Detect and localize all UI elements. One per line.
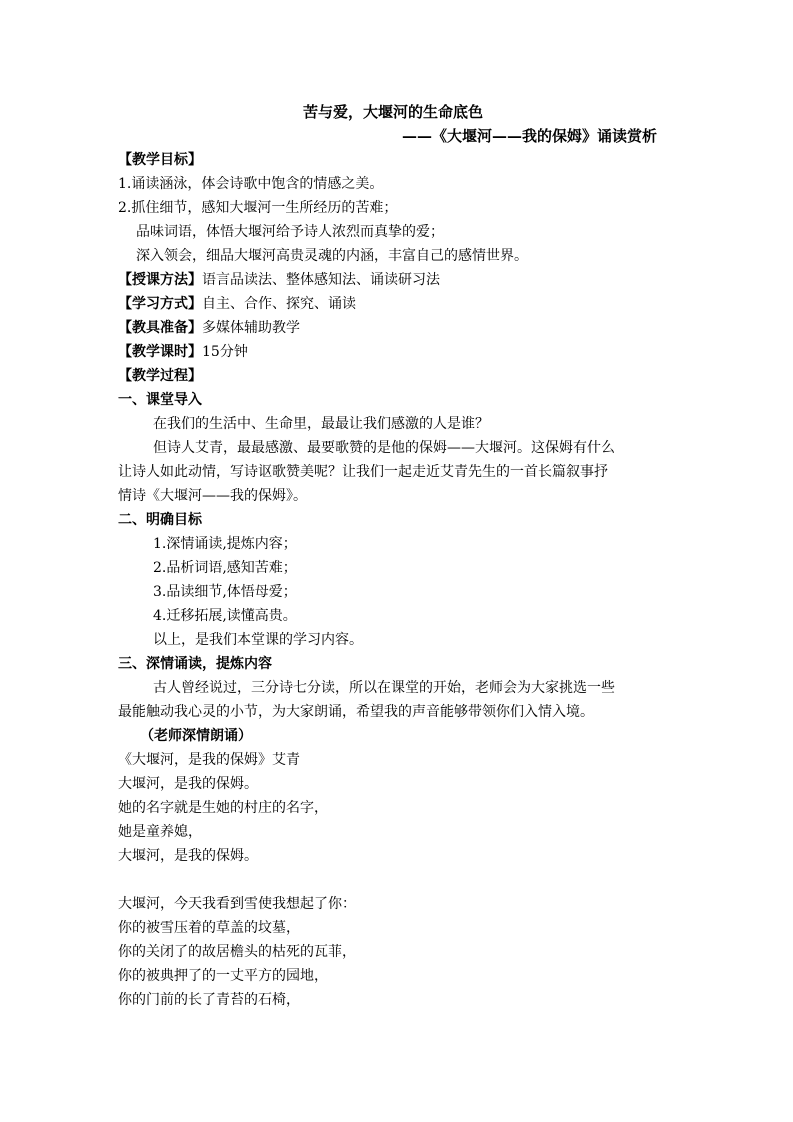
teaching-tools [118,318,300,338]
teaching-method [118,270,440,290]
poem-line: 她是童养媳， [118,824,202,840]
poem-line: 你的被典押了的一丈平方的园地， [118,968,328,984]
objective-2: 2.抓住细节，感知大堰河一生所经历的苦难； [118,200,398,216]
section-1-para-2a: 但诗人艾青，最最感激、最要歌赞的是他的保姆——大堰河。这保姆有什么 [153,440,615,456]
teaching-method-label: 【授课方法】 [118,272,202,288]
doc-title: 苦与爱，大堰河的生命底色 [303,103,484,121]
class-hours [118,342,248,362]
poem-line: 她的名字就是生她的村庄的名字， [118,800,328,816]
poem-title: 《大堰河，是我的保姆》艾青 [118,752,300,768]
teaching-method-value: 语言品读法、整体感知法、诵读研习法 [202,272,440,288]
study-mode [118,294,356,314]
class-hours-value: 15分钟 [202,344,248,360]
doc-subtitle: ——《大堰河——我的保姆》诵读赏析 [402,127,658,145]
study-mode-value: 自主、合作、探究、诵读 [202,296,356,312]
section-2-para: 以上，是我们本堂课的学习内容。 [153,632,363,648]
objectives-heading: 【教学目标】 [118,152,202,168]
section-2-item-4: 4.迁移拓展,读懂高贵。 [153,608,297,624]
poem-line: 你的被雪压着的草盖的坟墓， [118,920,300,936]
section-2-heading: 二、明确目标 [118,512,202,528]
section-1-para-1: 在我们的生活中、生命里，最最让我们感激的人是谁？ [153,416,489,432]
section-2-item-2: 2.品析词语,感知苦难； [153,560,297,576]
section-1-heading: 一、课堂导入 [118,392,202,408]
section-2-item-1: 1.深情诵读,提炼内容； [153,536,297,552]
poem-line: 你的门前的长了青苔的石椅， [118,992,300,1008]
section-3-para-1b: 最能触动我心灵的小节，为大家朗诵，希望我的声音能够带领你们入情入境。 [118,704,594,720]
class-hours-label: 【教学课时】 [118,344,202,360]
study-mode-label: 【学习方式】 [118,296,202,312]
process-heading: 【教学过程】 [118,368,202,384]
poem-line: 你的关闭了的故居檐头的枯死的瓦菲， [118,944,356,960]
teaching-tools-value: 多媒体辅助教学 [202,320,300,336]
objective-4: 深入领会，细品大堰河高贵灵魂的内涵，丰富自己的感情世界。 [136,248,528,264]
objective-1: 1.诵读涵泳，体会诗歌中饱含的情感之美。 [118,176,384,192]
poem-line: 大堰河，今天我看到雪使我想起了你： [118,896,356,912]
section-3-note: （老师深情朗诵） [140,728,252,744]
objective-3: 品味词语，体悟大堰河给予诗人浓烈而真挚的爱； [136,224,444,240]
section-2-item-3: 3.品读细节,体悟母爱； [153,584,297,600]
poem-line: 大堰河，是我的保姆。 [118,848,258,864]
section-1-para-2c: 情诗《大堰河——我的保姆》。 [118,488,307,504]
poem-line: 大堰河，是我的保姆。 [118,776,258,792]
section-3-heading: 三、深情诵读，提炼内容 [118,656,272,672]
section-1-para-2b: 让诗人如此动情，写诗讴歌赞美呢？让我们一起走近艾青先生的一首长篇叙事抒 [118,464,608,480]
section-3-para-1a: 古人曾经说过，三分诗七分读，所以在课堂的开始，老师会为大家挑选一些 [153,680,615,696]
teaching-tools-label: 【教具准备】 [118,320,202,336]
